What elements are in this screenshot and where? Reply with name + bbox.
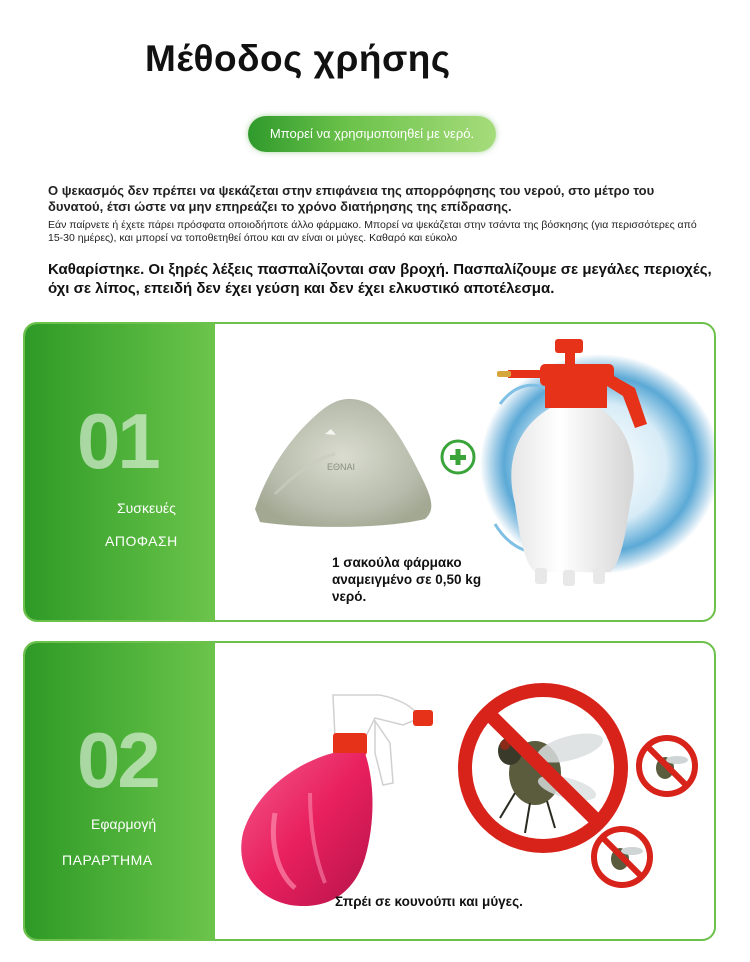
step-2-number: 02: [77, 716, 158, 804]
powder-pile-icon: [255, 399, 431, 527]
intro-paragraph-1: Ο ψεκασμός δεν πρέπει να ψεκάζεται στην επιφάνεια της απορρόφησης του νερού, στο μέτρο του δυνατού, έτσι ώστε να μην επηρεάζει το χρόνο διατήρησης της επίδρασης.: [48, 183, 655, 214]
page-title: Μέθοδος χρήσης: [145, 38, 451, 79]
intro-paragraph-3: Καθαρίστηκε. Οι ξηρές λέξεις πασπαλίζονται σαν βροχή. Πασπαλίζουμε σε μεγάλες περιοχές, όχι σε λίπος, επειδή δεν έχει γεύση και δεν έχει ελκυστικό αποτέλεσμα.: [48, 261, 712, 297]
step-1-caption: 1 σακούλα φάρμακο αναμειγμένο σε 0,50 kg νερό.: [332, 555, 482, 604]
no-fly-sign-small-icon: [594, 829, 650, 885]
step-1-card: [23, 322, 716, 622]
no-fly-sign-icon: [465, 690, 621, 846]
step-1-label: Συσκευές: [117, 500, 176, 516]
step-1-number: 01: [77, 397, 158, 485]
step-1-sidebar: [25, 324, 215, 620]
step-2-sublabel: ΠΑΡΑΡΤΗΜΑ: [62, 852, 153, 868]
spray-bottle-icon: [241, 695, 433, 906]
intro-paragraph-2: Εάν παίρνετε ή έχετε πάρει πρόσφατα οποιοδήποτε άλλο φάρμακο. Μπορεί να ψεκάζεται στην τσάντα της βόσκησης (για περισσότερες από 15-30 ημέρες), και μπορεί να τοποθετηθεί όπου και αν είναι οι μύγες. Καθαρό και εύκολο: [48, 219, 697, 244]
usage-note-badge: Μπορεί να χρησιμοποιηθεί με νερό.: [248, 116, 496, 152]
no-fly-sign-small-icon: [639, 738, 695, 794]
plus-icon: [442, 441, 474, 473]
step-2-sidebar: [25, 643, 215, 939]
step-2-label: Εφαρμογή: [91, 816, 157, 832]
step-2-caption: Σπρέι σε κουνούπι και μύγες.: [335, 894, 523, 909]
powder-label: ΕΘΝΑΙ: [327, 462, 356, 472]
step-2-card: [23, 641, 716, 941]
step-1-sublabel: ΑΠΟΦΑΣΗ: [105, 533, 178, 549]
